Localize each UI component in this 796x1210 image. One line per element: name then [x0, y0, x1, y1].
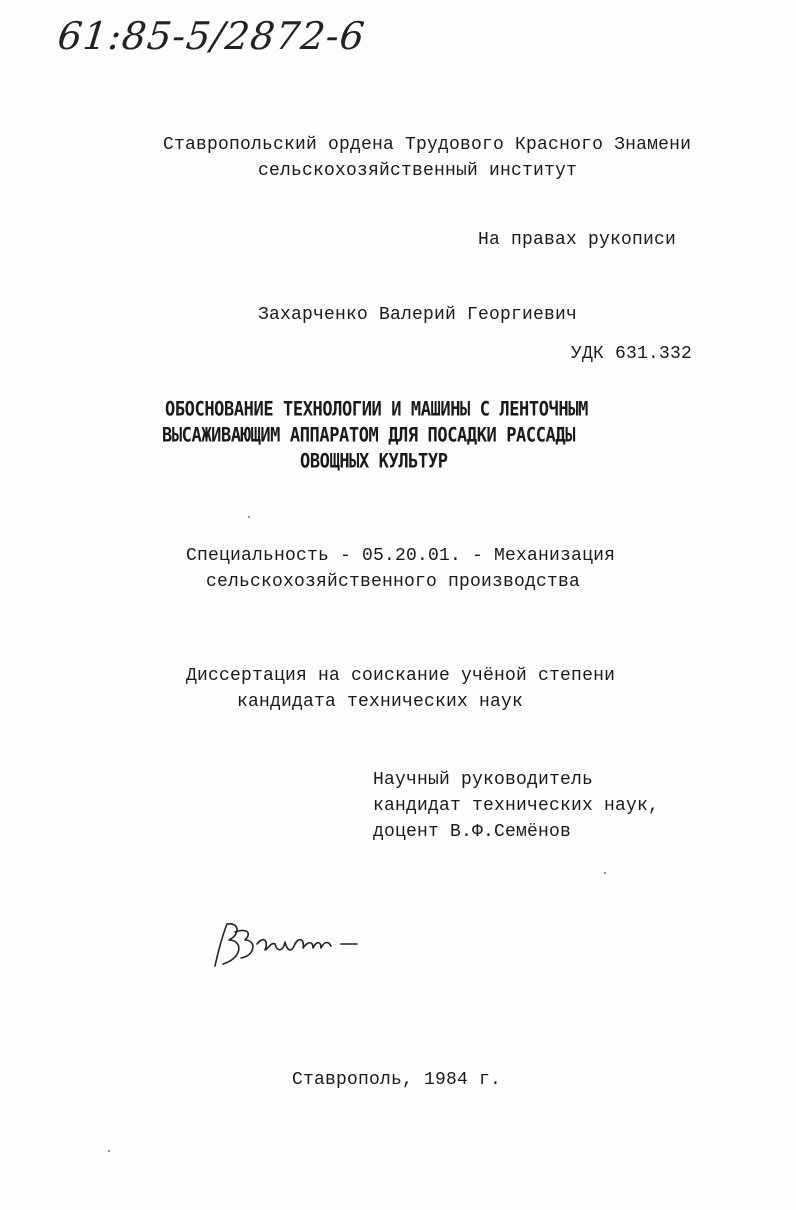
- manuscript-rights: На правах рукописи: [478, 230, 677, 250]
- thesis-title-line-3: ОВОЩНЫХ КУЛЬТУР: [300, 450, 448, 474]
- udc-code: УДК 631.332: [571, 344, 693, 364]
- dissertation-line-2: кандидата технических наук: [237, 692, 524, 712]
- thesis-title-line-1: ОБОСНОВАНИЕ ТЕХНОЛОГИИ И МАШИНЫ С ЛЕНТОЧНЫМ: [165, 398, 588, 422]
- supervisor-line-2: кандидат технических наук,: [373, 796, 660, 816]
- supervisor-line-3: доцент В.Ф.Семёнов: [373, 822, 572, 842]
- place-and-year: Ставрополь, 1984 г.: [292, 1070, 502, 1090]
- handwritten-archive-code: 61:85-5/2872-6: [55, 14, 368, 58]
- specialty-line-2: сельскохозяйственного производства: [206, 572, 581, 592]
- specialty-line-1: Специальность - 05.20.01. - Механизация: [186, 546, 616, 566]
- supervisor-line-1: Научный руководитель: [373, 770, 594, 790]
- scan-speck: [604, 872, 606, 874]
- institution-line-2: сельскохозяйственный институт: [258, 161, 578, 181]
- scan-speck: [248, 516, 250, 518]
- thesis-title-line-2: ВЫСАЖИВАЮЩИМ АППАРАТОМ ДЛЯ ПОСАДКИ РАССАДЫ: [162, 424, 576, 448]
- author-name: Захарченко Валерий Георгиевич: [258, 305, 578, 325]
- scan-speck: [108, 1150, 110, 1152]
- author-signature: [205, 918, 365, 978]
- dissertation-line-1: Диссертация на соискание учёной степени: [186, 666, 616, 686]
- institution-line-1: Ставропольский ордена Трудового Красного Знамени: [163, 135, 692, 155]
